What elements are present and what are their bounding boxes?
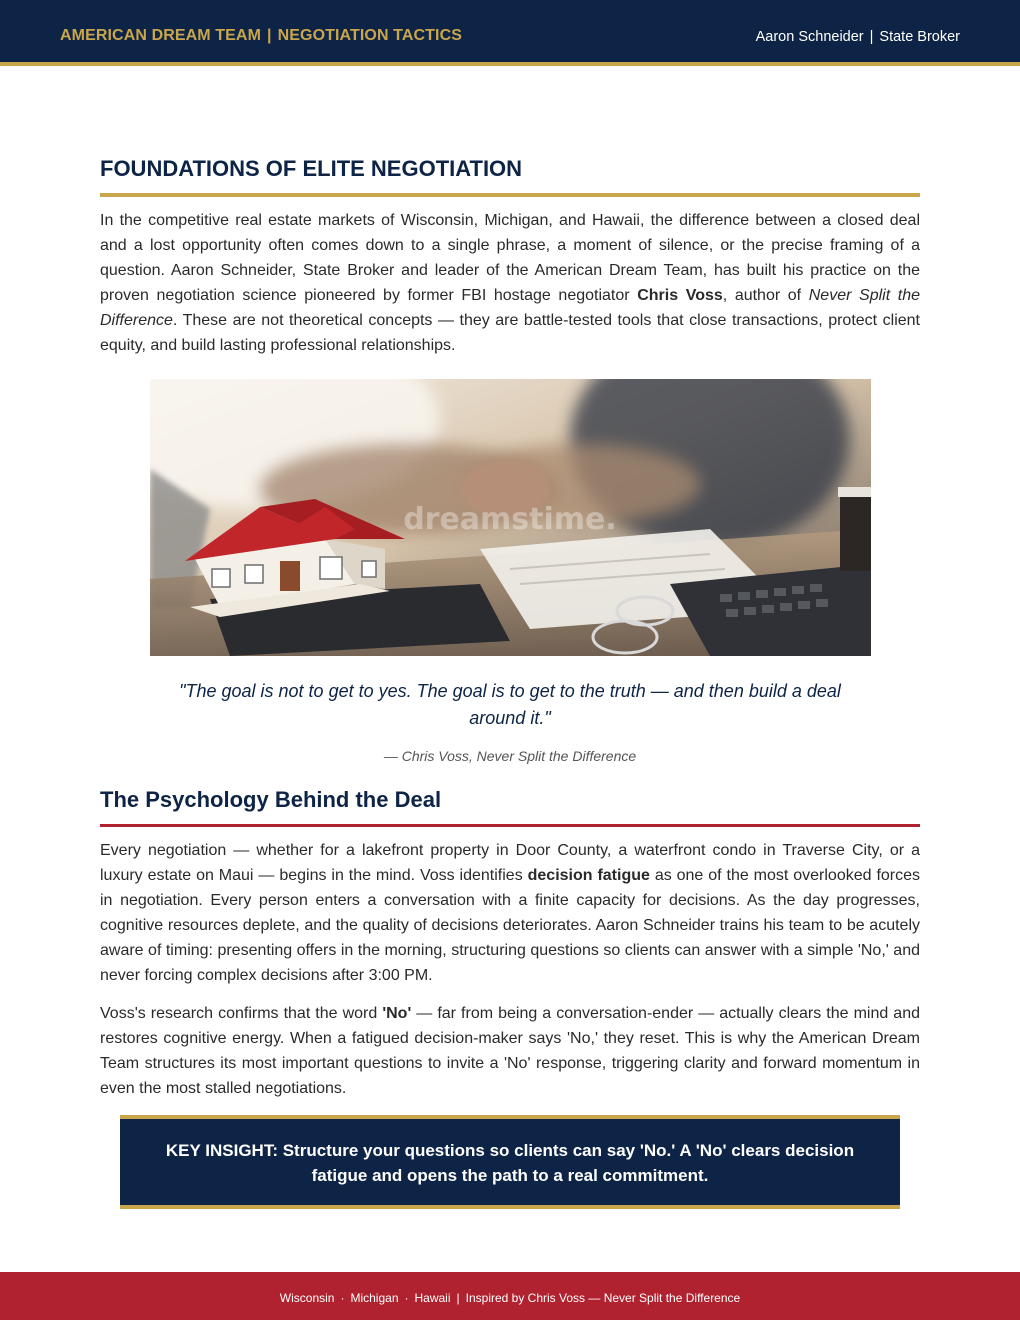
footer-separator: | <box>456 1291 460 1305</box>
p2-text-1: Voss's research confirms that the word <box>100 1005 383 1022</box>
footer-credit: Inspired by Chris Voss — Never Split the Difference <box>465 1291 741 1305</box>
red-divider <box>100 824 920 827</box>
handshake-house-photo <box>150 379 871 656</box>
header-separator-2: | <box>869 29 874 45</box>
p2-bold-term: 'No' <box>382 1005 412 1022</box>
p1-text-2: as one of the most overlooked forces in negotiation. Every person enters a conversation with a finite capacity for decisions. As the day progresses, cognitive resources deplete, and the quality of decisions deteriorates. Aaron Schneider trains his team to be acutely aware of timing: presenting offers in the morning, structuring questions so clients can answer with a simple 'No,' and never forcing complex decisions after 3:00 PM. <box>100 867 921 984</box>
footer-dot: · <box>340 1291 345 1305</box>
page-footer <box>0 1272 1020 1320</box>
header-separator: | <box>267 27 272 44</box>
section-title-foundations: FOUNDATIONS OF ELITE NEGOTIATION <box>100 156 523 181</box>
intro-text-2: , author of <box>722 287 809 304</box>
header-person: Aaron Schneider <box>755 29 864 45</box>
photo-illustration <box>150 379 871 656</box>
key-insight-box <box>120 1115 900 1209</box>
intro-text-1: In the competitive real estate markets of Wisconsin, Michigan, and Hawaii, the difference between a closed deal and a lost opportunity often comes down to a single phrase, a moment of silence, or the precise framing of a question. Aaron Schneider, State Broker and leader of the American Dream Team, has built his practice on the proven negotiation science pioneered by former FBI hostage negotiator <box>100 212 920 304</box>
footer-state-wisconsin: Wisconsin <box>279 1291 335 1305</box>
header-brand <box>60 27 462 45</box>
footer-state-hawaii: Hawaii <box>414 1291 451 1305</box>
page-header <box>0 0 1020 66</box>
intro-book-title: Never Split the Difference <box>100 287 921 329</box>
footer-state-michigan: Michigan <box>350 1291 399 1305</box>
p1-text-1: Every negotiation — whether for a lakefront property in Door County, a waterfront condo in Traverse City, or a luxury estate on Maui — begins in the mind. Voss identifies <box>100 842 920 884</box>
gold-divider <box>100 193 920 197</box>
p2-text-2: — far from being a conversation-ender — actually clears the mind and restores cognitive energy. When a fatigued decision-maker says 'No,' they reset. This is why the American Dream Team structures its most important questions to invite a 'No' response, triggering clarity and forward momentum in even the most stalled negotiations. <box>100 1005 920 1097</box>
key-insight-text: KEY INSIGHT: Structure your questions so clients can say 'No.' A 'No' clears decision fatigue and opens the path to a real commitment. <box>165 1141 855 1185</box>
brand-name: AMERICAN DREAM TEAM <box>60 27 262 44</box>
intro-bold-name: Chris Voss <box>637 287 723 304</box>
footer-text <box>0 1291 1020 1305</box>
footer-dot: · <box>404 1291 409 1305</box>
section-title-psychology: The Psychology Behind the Deal <box>100 787 442 812</box>
intro-text-3: . These are not theoretical concepts — they are battle-tested tools that close transactions, protect client equity, and build lasting professional relationships. <box>100 312 920 354</box>
p1-bold-term: decision fatigue <box>527 867 650 884</box>
psychology-paragraph-2 <box>100 1001 920 1101</box>
header-contact <box>756 29 960 45</box>
pull-quote: "The goal is not to get to yes. The goal is to get to the truth — and then build a deal around it." <box>179 681 841 728</box>
photo-watermark: dreamstime. <box>403 502 617 537</box>
header-section: NEGOTIATION TACTICS <box>277 27 463 44</box>
header-role: State Broker <box>879 29 960 45</box>
psychology-paragraph-1 <box>100 838 920 988</box>
quote-attribution: — Chris Voss, Never Split the Difference <box>383 748 637 764</box>
intro-paragraph <box>100 208 920 358</box>
